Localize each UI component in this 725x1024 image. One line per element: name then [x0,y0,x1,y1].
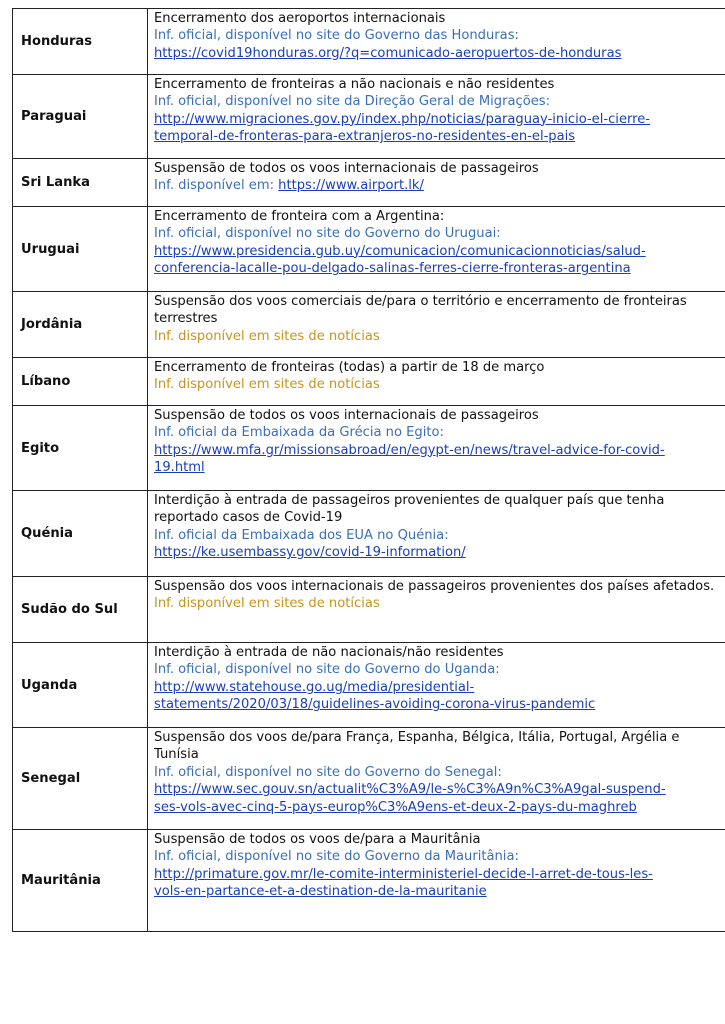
source-link[interactable]: https://www.airport.lk/ [278,178,424,194]
table-row [13,9,725,75]
info-cell [148,9,725,75]
table-row [13,728,725,830]
country-cell: Paraguai [13,75,148,159]
measure-text: Encerramento de fronteiras a não nacionais e não residentes [154,77,555,92]
measure-text: Suspensão de todos os voos de/para a Mauritânia [154,832,481,847]
info-cell [148,207,725,292]
measures-table [12,8,725,932]
source-label: Inf. oficial, disponível no site da Direção Geral de Migrações: [154,94,550,110]
measure-text: Suspensão dos voos internacionais de passageiros provenientes dos países afetados. [154,579,715,594]
measure-text: Encerramento de fronteiras (todas) a partir de 18 de março [154,360,545,375]
table-row [13,577,725,643]
measure-text: Encerramento de fronteira com a Argentina: [154,209,445,224]
country-cell: Uruguai [13,207,148,292]
measure-text: Suspensão dos voos de/para França, Espanha, Bélgica, Itália, Portugal, Argélia e Tunísia [154,730,680,763]
table-row [13,207,725,292]
country-cell: Sri Lanka [13,159,148,207]
source-text [154,27,722,44]
source-link[interactable]: ses-vols-avec-cinq-5-pays-europ%C3%A9ens-et-deux-2-pays-du-maghreb [154,799,637,815]
info-cell [148,159,725,207]
source-link[interactable]: https://www.mfa.gr/missionsabroad/en/egypt-en/news/travel-advice-for-covid- [154,442,665,458]
source-text [154,93,722,110]
country-cell: Senegal [13,728,148,830]
info-cell [148,292,725,358]
measure-text: Interdição à entrada de passageiros provenientes de qualquer país que tenha reportado casos de Covid-19 [154,493,665,526]
country-cell: Jordânia [13,292,148,358]
country-cell: Honduras [13,9,148,75]
source-text [154,177,722,194]
source-link[interactable]: 19.html [154,460,205,476]
info-cell [148,728,725,830]
measure-text: Suspensão dos voos comerciais de/para o território e encerramento de fronteiras terrestres [154,294,687,327]
info-cell [148,358,725,406]
source-link[interactable]: vols-en-partance-et-a-destination-de-la-mauritanie [154,884,487,900]
source-text [154,376,722,393]
country-cell: Uganda [13,643,148,728]
info-cell [148,643,725,728]
source-text [154,764,722,781]
info-cell [148,491,725,577]
country-cell: Egito [13,406,148,491]
source-text [154,328,722,345]
source-link[interactable]: https://www.sec.gouv.sn/actualit%C3%A9/le-s%C3%A9n%C3%A9gal-suspend- [154,782,666,798]
info-cell [148,830,725,932]
measure-text: Interdição à entrada de não nacionais/não residentes [154,645,504,660]
source-link[interactable]: http://www.statehouse.go.ug/media/presidential- [154,679,475,695]
table-body [13,9,725,932]
source-label: Inf. disponível em sites de notícias [154,596,380,612]
country-cell: Quénia [13,491,148,577]
source-text [154,595,722,612]
source-label: Inf. oficial da Embaixada da Grécia no Egito: [154,425,444,441]
source-link[interactable]: conferencia-lacalle-pou-delgado-salinas-ferres-cierre-fronteras-argentina [154,261,631,277]
source-label: Inf. oficial, disponível no site do Governo do Uganda: [154,662,500,678]
source-link[interactable]: https://www.presidencia.gub.uy/comunicacion/comunicacionnoticias/salud- [154,243,646,259]
country-cell: Mauritânia [13,830,148,932]
country-cell: Sudão do Sul [13,577,148,643]
source-link[interactable]: http://primature.gov.mr/le-comite-interministeriel-decide-l-arret-de-tous-les- [154,866,653,882]
table-row [13,75,725,159]
source-text [154,225,722,242]
table-row [13,491,725,577]
source-link[interactable]: statements/2020/03/18/guidelines-avoiding-corona-virus-pandemic [154,697,596,713]
source-link[interactable]: temporal-de-fronteras-para-extranjeros-no-residentes-en-el-pais [154,129,576,145]
source-text [154,848,722,865]
source-label: Inf. oficial, disponível no site do Governo do Senegal: [154,764,502,780]
measure-text: Suspensão de todos os voos internacionais de passageiros [154,161,539,176]
measure-text: Encerramento dos aeroportos internacionais [154,11,446,26]
source-label: Inf. disponível em sites de notícias [154,377,380,393]
source-label: Inf. disponível em sites de notícias [154,328,380,344]
source-text [154,527,722,544]
table-row [13,358,725,406]
source-label: Inf. oficial, disponível no site do Governo do Uruguai: [154,226,501,242]
table-row [13,406,725,491]
table-row [13,643,725,728]
source-link[interactable]: https://covid19honduras.org/?q=comunicado-aeropuertos-de-honduras [154,45,622,61]
source-text [154,424,722,441]
source-link[interactable]: http://www.migraciones.gov.py/index.php/noticias/paraguay-inicio-el-cierre- [154,111,651,127]
info-cell [148,406,725,491]
source-label: Inf. disponível em: [154,178,274,194]
country-cell: Líbano [13,358,148,406]
info-cell [148,577,725,643]
table-row [13,830,725,932]
table-row [13,292,725,358]
source-label: Inf. oficial da Embaixada dos EUA no Quénia: [154,527,449,543]
source-text [154,661,722,678]
source-link[interactable]: https://ke.usembassy.gov/covid-19-information/ [154,545,466,561]
source-label: Inf. oficial, disponível no site do Governo das Honduras: [154,28,519,44]
source-label: Inf. oficial, disponível no site do Governo da Mauritânia: [154,849,519,865]
table-row [13,159,725,207]
info-cell [148,75,725,159]
measure-text: Suspensão de todos os voos internacionais de passageiros [154,408,539,423]
